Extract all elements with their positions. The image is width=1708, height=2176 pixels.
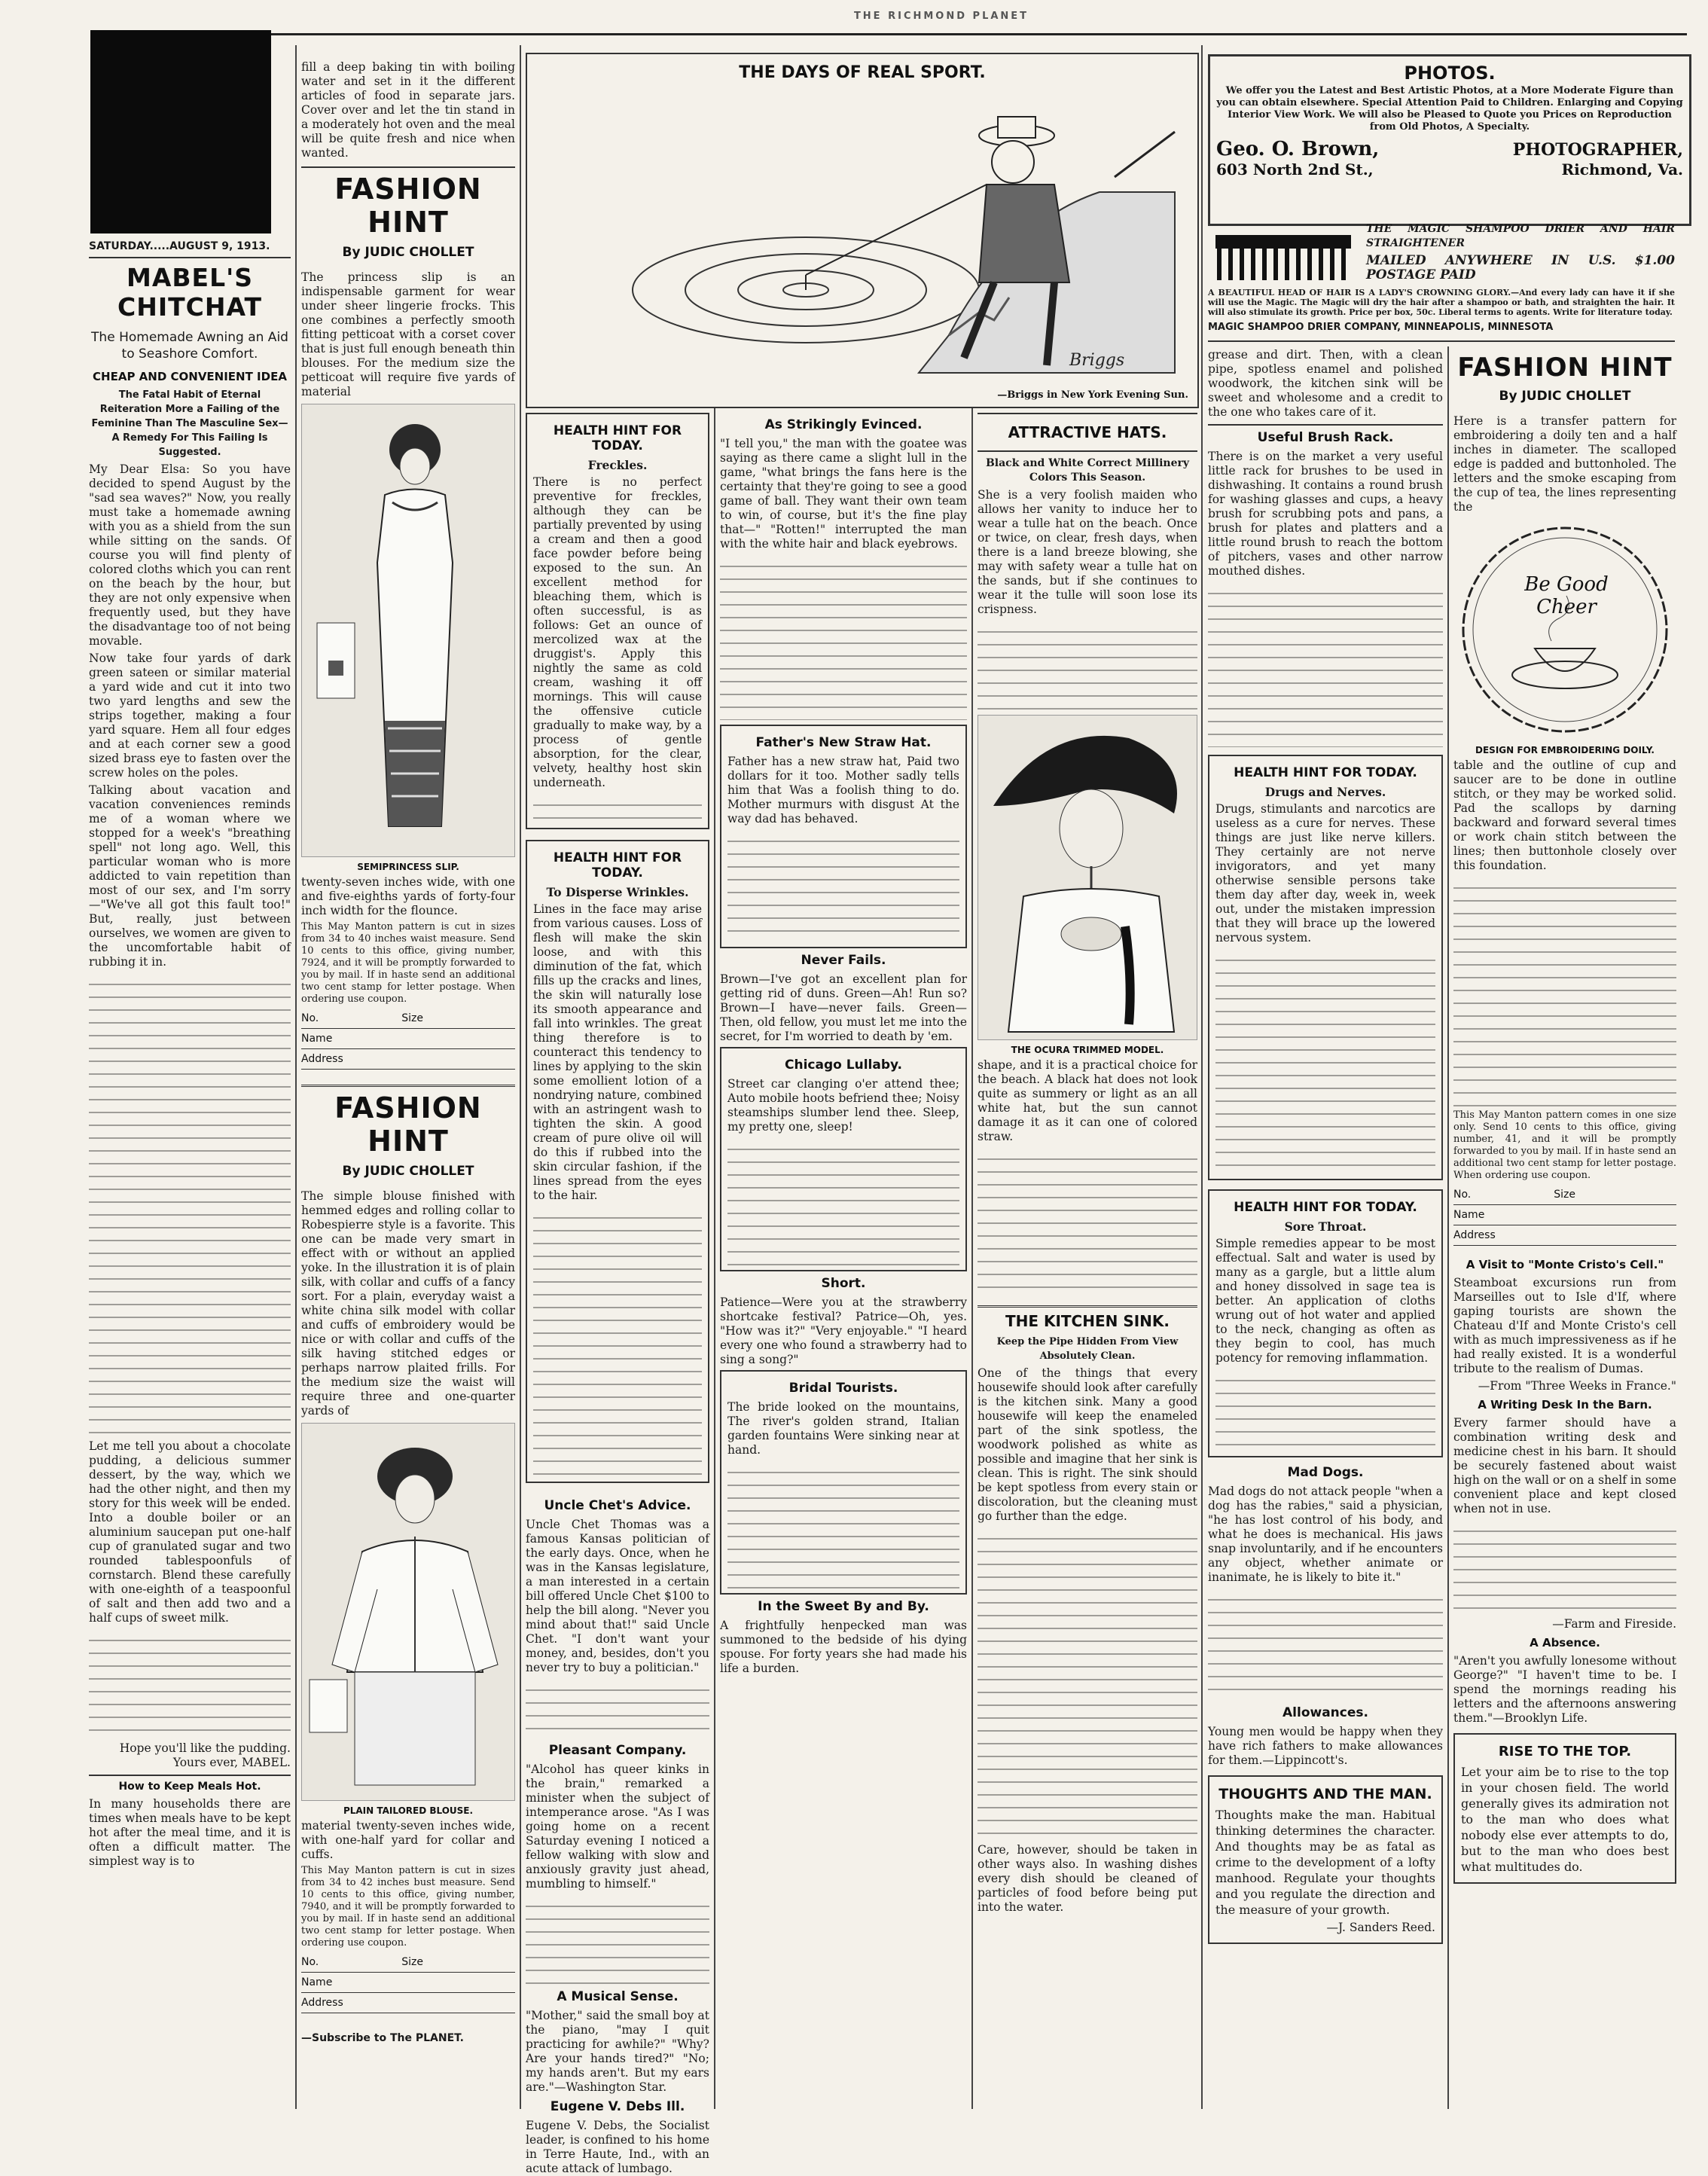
bridal-body: The bride looked on the mountains, The river's golden strand, Italian garden fountains Were sinking near at hand. <box>727 1400 959 1457</box>
meals-hot-body: In many households there are times when meals have to be kept hot after the meal time, and it is often a difficult matter. The simplest way is to <box>89 1797 291 1868</box>
hat-drawing <box>978 716 1198 1039</box>
divider <box>301 1085 515 1087</box>
column-2 <box>301 60 515 2109</box>
mad-dogs-title: Mad Dogs. <box>1287 1465 1364 1480</box>
text-filler <box>727 1460 959 1589</box>
chitchat-title: MABEL'S CHITCHAT <box>117 263 262 322</box>
coupon-size-label: Size <box>1554 1189 1575 1201</box>
text-filler <box>1453 876 1676 1109</box>
short-body: Patience—Were you at the strawberry shortcake festival? Patrice—Oh, yes. "How was it?" "Very enjoyable." "I heard every one who found a strawberry had to sing a song?" <box>720 1296 967 1366</box>
photo-ad-body: We offer you the Latest and Best Artistic Photos, at a More Moderate Figure than you can obtain elsewhere. Special Attention Paid to Children. Enlarging and Copying Interior View Work. We will also be Pleased to Quote you Prices on Reproduction from Old Photos, A Specialty. <box>1216 85 1683 133</box>
shampoo-brand: THE MAGIC SHAMPOO DRIER AND HAIR STRAIGHTENER <box>1366 223 1675 249</box>
short-title: Short. <box>821 1276 866 1291</box>
column-rule <box>1447 346 1449 2109</box>
coupon-number-line[interactable] <box>301 1009 515 1029</box>
allowances-title: Allowances. <box>1283 1705 1368 1720</box>
text-filler <box>727 829 959 942</box>
column-rule <box>714 407 715 2109</box>
coupon-name-line[interactable] <box>301 1973 515 1993</box>
column-rule <box>971 407 973 2109</box>
hat-caption: THE OCURA TRIMMED MODEL. <box>1011 1045 1164 1055</box>
chitchat-paragraph: Now take four yards of dark green sateen or similar material a yard wide and cut it into two two yard lengths and sew the strips together, making a four yard square. Hem all four edges and at each corner sew a good sized brass eye to fasten over the screw holes on the poles. <box>89 652 291 780</box>
column-4 <box>720 413 967 2115</box>
column-3 <box>526 413 709 2175</box>
order-coupon-2 <box>301 1952 515 2013</box>
writing-desk-credit: —Farm and Fireside. <box>1552 1617 1676 1631</box>
coupon-number-line[interactable] <box>1453 1185 1676 1205</box>
coupon-address-line[interactable] <box>301 1049 515 1070</box>
never-fails-body: Brown—I've got an excellent plan for getting rid of duns. Green—Ah! Run so? Brown—I have—never fails. Green—Then, old fellow, you must let me into the secret, for I'm worried to death by 'em. <box>720 972 967 1043</box>
masthead: THE RICHMOND PLANET <box>853 11 1029 22</box>
divider <box>301 166 515 168</box>
health-hint-body-3: Drugs, stimulants and narcotics are useless as a cure for nerves. These things are just like nerve killers. They certainly are not nerve invigorators, and yet many otherwise sensible persons take them day after day, week in, week out, under the mistaken impression that they will brace up the lowered nervous system. <box>1215 802 1435 945</box>
dateline: SATURDAY.....AUGUST 9, 1913. <box>89 240 291 258</box>
allowances-body: Young men would be happy when they have rich fathers to make allowances for them.—Lippincott's. <box>1208 1725 1443 1767</box>
writing-desk-body: Every farmer should have a combination writing desk and medicine chest in his barn. It should be securely fastened about waist high on the wall or on a shelf in some convenient place and kept closed when not in use. <box>1453 1416 1676 1515</box>
photo-ad-city: Richmond, Va. <box>1561 160 1683 179</box>
health-hint-body-4: Simple remedies appear to be most effectual. Salt and water is used by many as a gargle, but a little alum and honey dissolved in sage tea is better. An application of cloths wrung out of hot water and applied to the neck, changing as often as they begin to cool, has much potency for removing inflammation. <box>1215 1237 1435 1365</box>
coupon-no-label: No. <box>301 1012 319 1024</box>
photo-ad-address: 603 North 2nd St., <box>1216 160 1374 179</box>
divider <box>978 1305 1197 1308</box>
health-hint-box <box>526 413 709 829</box>
sweet-by-title: In the Sweet By and By. <box>758 1599 929 1614</box>
hat-illustration <box>978 715 1197 1040</box>
fashion-hint-body-3: Here is a transfer pattern for embroidering a doily ten and a half inches in diameter. The scalloped edge is padded and buttonholed. The letters and the smoke escaping from the cup of tea, the lines representing the <box>1453 414 1676 514</box>
pattern-note-3: This May Manton pattern comes in one size only. Send 10 cents to this office, giving number, 41, and it will be promptly forwarded to you by mail. If in haste send an additional two cent stamp for letter postage. When ordering use coupon. <box>1453 1109 1676 1181</box>
fashion-hint-title-2: FASHION HINT <box>334 1091 482 1158</box>
chitchat-section: CHEAP AND CONVENIENT IDEA <box>93 370 287 383</box>
hats-continued: shape, and it is a practical choice for the beach. A black hat does not look quite as summery or light as an all white hat, but the sun cannot damage it as it can one of colored straw. <box>978 1058 1197 1143</box>
health-hint-subtitle-2: To Disperse Wrinkles. <box>546 885 689 899</box>
thoughts-box <box>1208 1775 1443 1944</box>
column-7 <box>1453 348 1676 2110</box>
kitchen-sink-body: One of the things that every housewife should look after carefully is the kitchen sink. Many a good housewife will keep the enameled part of the sink spotless, the woodwork polished as white as possible and imagine that her sink is clean. This is right. The sink should be kept spotless from every stain or discoloration, but the cleaning must go further than the edge. <box>978 1366 1197 1523</box>
pleasant-company-body: "Alcohol has queer kinks in the brain," remarked a minister when the subject of intemperance arose. "As I was going home on a recent Saturday evening I noticed a fellow walking with slow and anxiously gravity just ahead, mumbling to himself." <box>526 1762 709 1891</box>
kitchen-sink-continued: Care, however, should be taken in other ways also. In washing dishes every dish should be cleaned of particles of food before being put into the water. <box>978 1843 1197 1914</box>
text-filler <box>526 1678 709 1738</box>
coupon-address-label: Address <box>301 1053 343 1065</box>
photographer-name: Geo. O. Brown, <box>1216 138 1380 160</box>
fashion-hint-continued-3: table and the outline of cup and saucer are to be done in outline stitch, or they may be worked solid. Pad the scallops by darning backward and forward several times or work chain stitch between the lines; then buttonhole closely over this foundation. <box>1453 758 1676 872</box>
thoughts-body: Thoughts make the man. Habitual thinking determines the character. And thoughts may be as fatal as crime to the development of a lofty manhood. Regulate your thoughts and you regulate the direction and the measure of your growth. <box>1215 1808 1435 1917</box>
photo-ad <box>1208 54 1691 226</box>
pattern-note: This May Manton pattern is cut in sizes from 34 to 40 inches waist measure. Send 10 cents to this office, giving number, 7924, and it will be promptly forwarded to you by mail. If in haste send an additional two cent stamp for letter postage. When ordering use coupon. <box>301 921 515 1005</box>
text-filler <box>1215 948 1435 1174</box>
kitchen-sink-deck: Keep the Pipe Hidden From View Absolutely Clean. <box>996 1336 1179 1362</box>
text-filler <box>1208 581 1443 747</box>
text-filler <box>1208 1588 1443 1701</box>
fashion-hint-title-3: FASHION HINT <box>1457 352 1673 383</box>
straw-hat-title: Father's New Straw Hat. <box>755 735 932 750</box>
rise-top-box <box>1453 1733 1676 1884</box>
health-hint-box-2 <box>526 840 709 1483</box>
fashion-hint-byline-3: By JUDIC CHOLLET <box>1499 389 1631 404</box>
health-hint-subtitle: Freckles. <box>587 458 648 472</box>
slip-illustration <box>301 404 515 857</box>
fashion-hint-body-2: The simple blouse finished with hemmed edges and rolling collar to Robespierre style is a favorite. This one can be made very smart in effect with or without an applied yoke. In the illustration it is of plain silk, with collar and cuffs of a fancy sort. For a plain, everyday waist a white china silk model with collar and cuffs of embroidery would be nice or with collar and cuffs of the silk having stitched edges or perhaps narrow plaited frills. For the medium size the waist will require three and one-quarter yards of <box>301 1189 515 1418</box>
chitchat-paragraph: My Dear Elsa: So you have decided to spend August by the "sad sea waves?" Now, you really must take a homemade awning with you as a shield from the sun while sitting on the sands. Of course you will find plenty of colored cloths which you can rent on the beach by the hour, but they are not only expensive when frequently used, but they have the disadvantage too of not being movable. <box>89 462 291 648</box>
meals-hot-title: How to Keep Meals Hot. <box>89 1775 291 1793</box>
straw-hat-box <box>720 725 967 948</box>
text-filler <box>533 1206 702 1477</box>
doily-lettering: Be Good Cheer <box>1524 573 1609 618</box>
uncle-chet-title: Uncle Chet's Advice. <box>544 1498 691 1513</box>
redacted-block <box>90 30 271 233</box>
coupon-no-label: No. <box>301 1956 319 1968</box>
column-rule <box>295 45 297 2109</box>
health-hint-title-2: HEALTH HINT FOR TODAY. <box>553 850 682 880</box>
health-hint-body: There is no perfect preventive for freckles, although they can be partially prevented by using a cream and then a good face powder before being exposed to the sun. An excellent method for bleaching them, which is often successful, is as follows: Get an ounce of mercolized wax at the druggist's. Apply this nightly the same as cold cream, washing it off mornings. This will cause the offensive cuticle gradually to make way, by a process of gentle absorption, for the clear, velvety, healthy host skin underneath. <box>533 475 702 789</box>
doily-caption: DESIGN FOR EMBROIDERING DOILY. <box>1475 745 1655 755</box>
brush-rack-title: Useful Brush Rack. <box>1257 430 1394 445</box>
monte-cristo-title: A Visit to "Monte Cristo's Cell." <box>1466 1258 1664 1271</box>
bridal-title: Bridal Tourists. <box>788 1381 898 1396</box>
fashion-hint-continued-2: material twenty-seven inches wide, with one-half yard for collar and cuffs. <box>301 1819 515 1861</box>
doily-illustration <box>1453 520 1676 739</box>
blouse-caption: PLAIN TAILORED BLOUSE. <box>343 1805 474 1816</box>
health-hint-title-3: HEALTH HINT FOR TODAY. <box>1234 765 1417 780</box>
cartoon-panel <box>526 53 1199 408</box>
text-filler <box>533 793 702 823</box>
order-coupon-3 <box>1453 1185 1676 1246</box>
blouse-drawing <box>302 1424 516 1800</box>
lullaby-title: Chicago Lullaby. <box>785 1057 902 1073</box>
sweet-by-body: A frightfully henpecked man was summoned to the bedside of his dying spouse. For forty years she had made his life a burden. <box>720 1619 967 1675</box>
text-filler <box>978 1147 1197 1298</box>
photo-ad-title: PHOTOS. <box>1404 63 1496 84</box>
text-filler <box>978 620 1197 710</box>
column-6 <box>1208 348 1443 2110</box>
coupon-name-label: Name <box>301 1976 333 1988</box>
cartoon-drawing <box>527 87 1197 388</box>
uncle-chet-body: Uncle Chet Thomas was a famous Kansas politician of the early days. Once, when he was in the Kansas legislature, a man interested in a certain bill offered Uncle Chet $100 to help the bill along. "Never you mind about that!" said Uncle Chet. "I don't want your money, and, besides, don't you never try to buy a politician." <box>526 1518 709 1674</box>
debs-body: Eugene V. Debs, the Socialist leader, is confined to his home in Terre Haute, Ind., with an acute attack of lumbago. <box>526 2119 709 2175</box>
coupon-number-line[interactable] <box>301 1952 515 1973</box>
evinced-title: As Strikingly Evinced. <box>764 417 923 432</box>
svg-text:Briggs: Briggs <box>1069 351 1125 370</box>
text-filler <box>720 554 967 720</box>
straw-hat-body: Father has a new straw hat, Paid two dollars for it too. Mother sadly tells him that Was a foolish thing to do. Mother murmurs with disgust At the way dad has behaved. <box>727 755 959 826</box>
divider <box>1208 424 1443 426</box>
writing-desk-title: A Writing Desk In the Barn. <box>1478 1398 1652 1412</box>
fashion-hint-continued: twenty-seven inches wide, with one and five-eighths yards of forty-four inch width for the flounce. <box>301 875 515 917</box>
chitchat-subtitle: The Homemade Awning an Aid to Seashore Comfort. <box>91 330 288 362</box>
text-filler <box>89 972 291 1439</box>
rise-top-body: Let your aim be to rise to the top in your chosen field. The world generally gives its admiration not to the man who does what nobody else ever attempts to do, but to the man who does best what multitudes do. <box>1461 1765 1669 1874</box>
shampoo-body: A BEAUTIFUL HEAD OF HAIR IS A LADY'S CROWNING GLORY.—And every lady can have it if she will use the Magic. The Magic will dry the hair after a shampoo or bath, and straighten the hair. It will also stimulate its growth. Price per box, 50c. Liberal terms to agents. Write for literature today. <box>1208 288 1675 317</box>
cartoon-title: THE DAYS OF REAL SPORT. <box>739 63 986 82</box>
absence-body: "Aren't you awfully lonesome without George?" "I haven't time to be. I spend the mornings reading his letters and the afternoons answering them."—Brooklyn Life. <box>1453 1654 1676 1725</box>
column-rule <box>1201 45 1203 2109</box>
evinced-body: "I tell you," the man with the goatee was saying as there came a slight lull in the game, "what brings the fans here is the certainty that they're going to see a good game of ball. They want their own team to win, of course, but it's the fine play that—" "Rotten!" interrupted the man with the white hair and black eyebrows. <box>720 437 967 551</box>
pleasant-company-title: Pleasant Company. <box>548 1743 687 1758</box>
column-rule <box>520 45 521 2109</box>
coupon-address-line[interactable] <box>1453 1225 1676 1246</box>
cartoon-credit: —Briggs in New York Evening Sun. <box>997 389 1188 401</box>
never-fails-title: Never Fails. <box>801 953 886 968</box>
shampoo-company: MAGIC SHAMPOO DRIER COMPANY, MINNEAPOLIS, MINNESOTA <box>1208 322 1554 333</box>
brush-rack-body: There is on the market a very useful little rack for brushes to be used in dishwashing. It contains a round brush for washing glasses and cups, a heavy brush for scrubbing pots and pans, a brush for plates and platters and a little round brush to reach the bottom of pitchers, vases and other narrow mouthed dishes. <box>1208 450 1443 578</box>
coupon-no-label: No. <box>1453 1189 1472 1201</box>
text-filler <box>526 1894 709 1985</box>
text-filler <box>1453 1519 1676 1617</box>
coupon-size-label: Size <box>401 1012 423 1024</box>
musical-sense-title: A Musical Sense. <box>557 1989 679 2004</box>
photo-ad-signature <box>1216 138 1683 160</box>
fashion-hint-byline: By JUDIC CHOLLET <box>342 245 474 260</box>
comb-icon <box>1208 220 1359 288</box>
lullaby-body: Street car clanging o'er attend thee; Auto mobile hoots befriend thee; Noisy steamships slumber lend thee. Sleep, my pretty one, sleep! <box>727 1077 959 1134</box>
mad-dogs-body: Mad dogs do not attack people "when a dog has the rabies," said a physician, "he has lost control of his body, and what he does is mechanical. His jaws snap involuntarily, and if he encounters any object, whether animate or inanimate, he is likely to bite it." <box>1208 1485 1443 1584</box>
chitchat-deck: The Fatal Habit of Eternal Reiteration More a Failing of the Feminine Than The Masculine Sex—A Remedy For This Failing Is Suggested. <box>91 389 288 458</box>
chitchat-paragraph: Talking about vacation and vacation conveniences reminds me of a woman where we stopped for a week's "breathing spell" not long ago. Well, this particular woman who is more addicted to vain repetition than most of our sex, and I'm sorry—"We've all got this fault too!" But, really, just between ourselves, we women are given to the uncomfortable habit of rubbing it in. <box>89 783 291 969</box>
rise-top-title: RISE TO THE TOP. <box>1498 1744 1632 1759</box>
health-hint-body-2: Lines in the face may arise from various causes. Loss of flesh will make the skin loose, and with this diminution of the fat, which fills up the cracks and lines, the skin will naturally lose its smooth appearance and fall into wrinkles. The great thing therefore is to counteract this tendency to lines by applying to the skin some emollient lotion of a nondrying nature, combined with an astringent wash to tighten the skin. A good cream of pure olive oil will do this if rubbed into the skin circular fashion, if the lines spread from the eyes to the hair. <box>533 902 702 1202</box>
hats-header <box>978 413 1197 452</box>
coupon-name-line[interactable] <box>301 1029 515 1049</box>
absence-title: A Absence. <box>1530 1636 1600 1650</box>
text-filler <box>1215 1369 1435 1451</box>
musical-sense-body: "Mother," said the small boy at the piano, "may I quit practicing for awhile?" "Why? Are your hands tired?" "No; my hands aren't. But my ears are."—Washington Star. <box>526 2009 709 2094</box>
kitchen-sink-title: THE KITCHEN SINK. <box>1005 1312 1170 1330</box>
chitchat-signoff: Hope you'll like the pudding. Yours ever, MABEL. <box>119 1741 291 1769</box>
text-filler <box>727 1137 959 1265</box>
order-coupon <box>301 1009 515 1070</box>
monte-cristo-credit: —From "Three Weeks in France." <box>1478 1379 1676 1393</box>
thoughts-credit: —J. Sanders Reed. <box>1326 1921 1435 1934</box>
shampoo-ad <box>1208 220 1675 342</box>
coupon-name-label: Name <box>301 1033 333 1045</box>
fashion-hint-title: FASHION HINT <box>334 172 482 239</box>
photographer-trade: PHOTOGRAPHER, <box>1512 140 1683 160</box>
health-hint-title-4: HEALTH HINT FOR TODAY. <box>1234 1200 1417 1215</box>
health-hint-box-4 <box>1208 1189 1443 1457</box>
hats-title: ATTRACTIVE HATS. <box>1008 423 1167 441</box>
debs-title: Eugene V. Debs Ill. <box>550 2099 685 2114</box>
health-hint-subtitle-4: Sore Throat. <box>1284 1219 1367 1234</box>
text-filler <box>978 1527 1197 1843</box>
coupon-size-label: Size <box>401 1956 423 1968</box>
fashion-hint-byline-2: By JUDIC CHOLLET <box>342 1164 474 1179</box>
coupon-address-label: Address <box>301 1997 343 2009</box>
photo-ad-address-row <box>1216 160 1683 179</box>
lullaby-box <box>720 1047 967 1271</box>
slip-drawing <box>302 404 516 856</box>
blouse-illustration <box>301 1423 515 1801</box>
chitchat-paragraph: Let me tell you about a chocolate pudding, a delicious summer dessert, by the way, which we had the other night, and then my story for this week will be ended. Into a double boiler or an aluminium saucepan put one-half cup of granulated sugar and two rounded tablespoonfuls of cornstarch. Blend these carefully with one-eighth of a teaspoonful of salt and then add two and a half cups of sweet milk. <box>89 1439 291 1625</box>
coupon-name-line[interactable] <box>1453 1205 1676 1225</box>
shampoo-ad-text <box>1366 222 1675 285</box>
coupon-address-line[interactable] <box>301 1993 515 2013</box>
coupon-address-label: Address <box>1453 1229 1496 1241</box>
doily-drawing <box>1453 520 1676 739</box>
slip-caption: SEMIPRINCESS SLIP. <box>357 862 459 872</box>
shampoo-ad-header <box>1208 220 1675 288</box>
column-1 <box>89 240 291 2115</box>
health-hint-title: HEALTH HINT FOR TODAY. <box>553 423 682 453</box>
health-hint-box-3 <box>1208 755 1443 1180</box>
shampoo-price: MAILED ANYWHERE IN U.S. $1.00 POSTAGE PAID <box>1366 253 1675 282</box>
health-hint-subtitle-3: Drugs and Nerves. <box>1264 785 1386 799</box>
fashion-hint-body: The princess slip is an indispensable garment for wear under sheer lingerie frocks. This one combines a perfectly smooth fitting petticoat with a corset cover that is just full enough beneath thin blouses. For the medium size the petticoat will require five yards of material <box>301 270 515 398</box>
meals-hot-continued: fill a deep baking tin with boiling water and set in it the different articles of food in separate jars. Cover over and let the tin stand in a moderately hot oven and the meal will be quite fresh and nice when wanted. <box>301 60 515 160</box>
thoughts-title: THOUGHTS AND THE MAN. <box>1218 1786 1432 1802</box>
monte-cristo-body: Steamboat excursions run from Marseilles out to Isle d'If, where gaping tourists are shown the Chateau d'If and Monte Cristo's cell with as much impressiveness as if he had really existed. It is a wonderful tribute to the realism of Dumas. <box>1453 1276 1676 1375</box>
text-filler <box>89 1628 291 1741</box>
coupon-name-label: Name <box>1453 1209 1485 1221</box>
hats-body: She is a very foolish maiden who allows her vanity to induce her to wear a tulle hat on the beach. Once or twice, on clear, fresh days, when there is a land breeze blowing, she may with safety wear a tulle hat on the sands, but if she continues to wear it the tulle will soon lose its crispness. <box>978 488 1197 616</box>
pattern-note-2: This May Manton pattern is cut in sizes from 34 to 42 inches bust measure. Send 10 cents to this office, giving number, 7940, and it will be promptly forwarded to you by mail. If in haste send an additional two cent stamp for letter postage. When ordering use coupon. <box>301 1865 515 1949</box>
bridal-box <box>720 1370 967 1595</box>
subscribe-note: —Subscribe to The PLANET. <box>301 2032 464 2044</box>
kitchen-sink-end: grease and dirt. Then, with a clean pipe, spotless enamel and polished woodwork, the kitchen sink will be sweet and wholesome and a credit to the one who takes care of it. <box>1208 348 1443 419</box>
column-5 <box>978 413 1197 2115</box>
masthead-rule <box>90 23 1687 35</box>
hats-deck: Black and White Correct Millinery Colors This Season. <box>985 457 1190 484</box>
